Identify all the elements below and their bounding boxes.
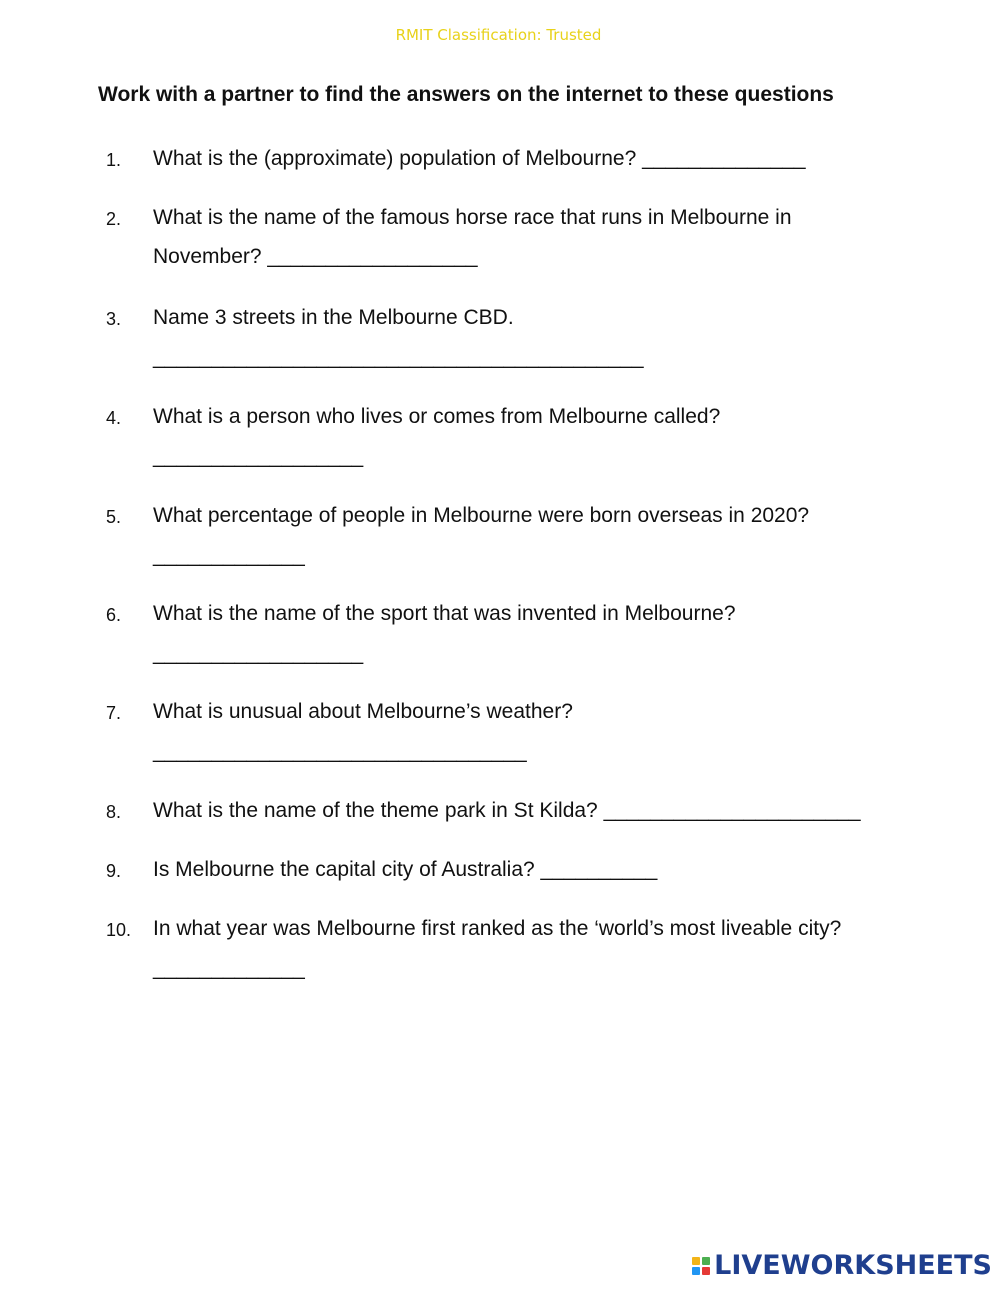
- answer-blank[interactable]: __________________: [153, 445, 364, 468]
- logo-block: [702, 1257, 710, 1265]
- logo-text: LIVEWORKSHEETS: [714, 1250, 992, 1281]
- question-number: 2.: [106, 209, 122, 229]
- question-number: 9.: [106, 861, 122, 881]
- question-number: 8.: [106, 802, 122, 822]
- question-number: 1.: [106, 150, 122, 170]
- logo-blocks-icon: [692, 1257, 710, 1275]
- question-text: What percentage of people in Melbourne were born overseas in 2020?: [153, 504, 810, 527]
- worksheet-title: Work with a partner to find the answers on the internet to these questions: [98, 83, 834, 106]
- answer-blank[interactable]: __________________________________________: [153, 346, 644, 369]
- question-text: What is the name of the theme park in St Kilda? ______________________: [153, 799, 861, 822]
- classification-label: RMIT Classification: Trusted: [395, 26, 602, 44]
- question-number: 5.: [106, 507, 122, 527]
- liveworksheets-logo[interactable]: [692, 1250, 992, 1281]
- question-text-continued: November? __________________: [153, 245, 478, 268]
- logo-block: [692, 1257, 700, 1265]
- question-text: What is the (approximate) population of Melbourne? ______________: [153, 147, 806, 170]
- question-text: Name 3 streets in the Melbourne CBD.: [153, 306, 514, 329]
- answer-blank[interactable]: _____________: [153, 957, 305, 980]
- question-number: 4.: [106, 408, 122, 428]
- question-text: What is the name of the sport that was invented in Melbourne?: [153, 602, 736, 625]
- answer-blank[interactable]: __________________: [153, 642, 364, 665]
- question-text: What is a person who lives or comes from Melbourne called?: [153, 405, 721, 428]
- answer-blank[interactable]: _____________: [153, 544, 305, 567]
- question-number: 10.: [106, 920, 132, 940]
- question-number: 6.: [106, 605, 122, 625]
- question-text: What is unusual about Melbourne’s weather?: [153, 700, 573, 723]
- question-number: 7.: [106, 703, 122, 723]
- question-text: Is Melbourne the capital city of Australia? __________: [153, 858, 658, 881]
- answer-blank[interactable]: ________________________________: [153, 740, 527, 763]
- logo-block: [692, 1267, 700, 1275]
- question-text: In what year was Melbourne first ranked as the ‘world’s most liveable city?: [153, 917, 842, 940]
- question-text: What is the name of the famous horse race that runs in Melbourne in: [153, 206, 792, 229]
- logo-block: [702, 1267, 710, 1275]
- question-number: 3.: [106, 309, 122, 329]
